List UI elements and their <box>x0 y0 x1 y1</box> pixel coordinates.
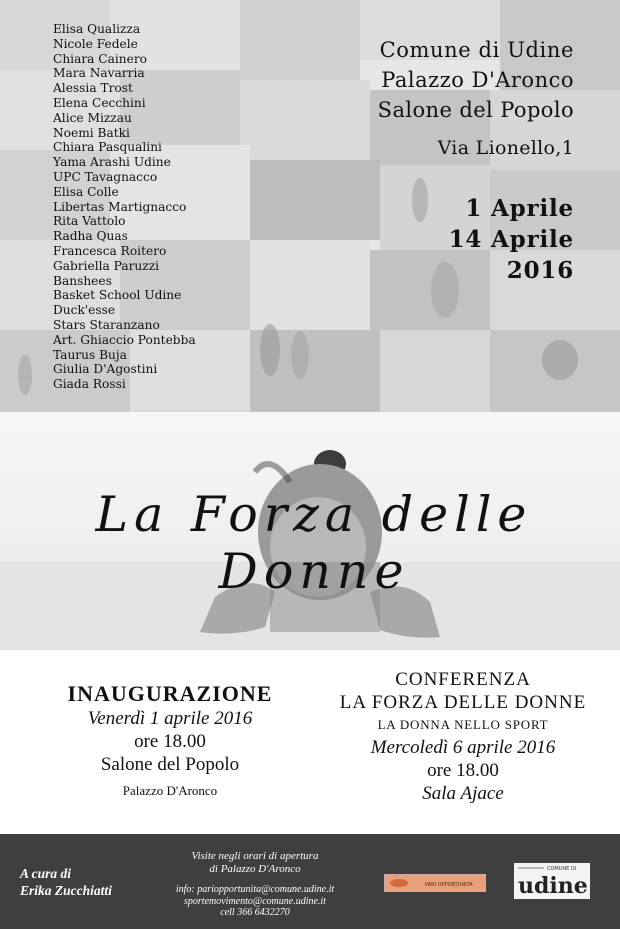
participant-name: Libertas Martignacco <box>53 199 187 214</box>
conference-place: Sala Ajace <box>422 783 504 804</box>
photo-mosaic-section <box>0 0 620 412</box>
contact-email-1: info: pariopportunita@comune.udine.it <box>175 884 335 895</box>
participant-name: Radha Quas <box>53 229 128 244</box>
participant-name: Alice Mizzau <box>53 110 132 125</box>
venue-building: Palazzo D'Aronco <box>381 68 574 92</box>
conference-date: Mercoledì 6 aprile 2016 <box>370 737 556 758</box>
participant-name: Yama Arashi Udine <box>53 155 171 170</box>
comune-logo-main: udine <box>518 873 588 899</box>
contact-email-2: sportemovimento@comune.udine.it <box>184 895 326 907</box>
conference-time: ore 18.00 <box>427 760 499 781</box>
footer-bar <box>0 834 620 929</box>
participant-name: Noemi Batki <box>53 125 130 140</box>
inauguration-place: Salone del Popolo <box>100 754 240 775</box>
visiting-hours <box>140 850 370 876</box>
participant-name: Basket School Udine <box>53 288 182 303</box>
visits-line-2: di Palazzo D'Aronco <box>209 863 301 875</box>
participant-name: UPC Tavagnacco <box>53 169 158 184</box>
participant-name: Taurus Buja <box>53 347 127 362</box>
participant-name: Elena Cecchini <box>53 95 146 110</box>
participant-name: Duck'esse <box>53 303 116 318</box>
participant-name: Alessia Trost <box>53 81 133 96</box>
conference-heading: CONFERENZA <box>395 669 531 690</box>
venue-address: Via Lionello,1 <box>437 137 574 159</box>
participant-name: Stars Staranzano <box>53 317 160 332</box>
participant-name: Elisa Qualizza <box>53 22 141 36</box>
participant-name: Banshees <box>53 273 112 288</box>
exhibition-dates <box>449 193 574 286</box>
participant-name: Chiara Cainero <box>53 51 148 66</box>
inauguration-date: Venerdì 1 aprile 2016 <box>87 708 253 729</box>
participant-name: Mara Navarria <box>53 66 145 81</box>
conference-title: LA FORZA DELLE DONNE <box>339 692 587 713</box>
participant-name: Art. Ghiaccio Pontebba <box>53 332 196 347</box>
start-date: 1 Aprile <box>465 195 574 222</box>
participant-name: Chiara Pasqualini <box>53 140 162 155</box>
venue-hall: Salone del Popolo <box>377 98 574 122</box>
conference-subtitle: LA DONNA NELLO SPORT <box>377 717 549 732</box>
curator-label: A cura di <box>20 866 72 881</box>
end-date: 14 Aprile <box>448 226 574 253</box>
pari-opportunita-logo <box>384 874 486 892</box>
curator-credit <box>20 865 112 899</box>
participant-name: Giulia D'Agostini <box>53 362 158 377</box>
pari-logo-text: PARI OPPORTUNITÀ <box>425 882 473 888</box>
venue-block <box>378 35 574 161</box>
participant-name: Rita Vattolo <box>53 214 126 229</box>
event-title: La Forza delle Donne <box>95 486 533 600</box>
contact-info <box>130 884 380 919</box>
participant-name: Francesca Roitero <box>53 243 167 258</box>
participant-name: Giada Rossi <box>53 377 126 392</box>
inauguration-block <box>25 680 315 806</box>
contact-phone: cell 366 6432270 <box>220 907 290 918</box>
inauguration-heading: INAUGURAZIONE <box>67 681 273 706</box>
participant-name: Elisa Colle <box>53 184 119 199</box>
comune-udine-logo <box>514 863 590 899</box>
participant-name: Nicole Fedele <box>53 36 138 51</box>
visits-line-1: Visite negli orari di apertura <box>191 850 319 862</box>
curator-name: Erika Zucchiatti <box>20 883 112 898</box>
inauguration-building: Palazzo D'Aronco <box>122 783 218 798</box>
conference-block <box>318 668 608 805</box>
comune-logo-top: COMUNE DI <box>547 866 577 872</box>
year: 2016 <box>506 257 574 284</box>
participant-name: Gabriella Paruzzi <box>53 258 160 273</box>
venue-municipality: Comune di Udine <box>379 38 574 62</box>
inauguration-time: ore 18.00 <box>134 731 206 752</box>
participants-list <box>53 22 196 392</box>
